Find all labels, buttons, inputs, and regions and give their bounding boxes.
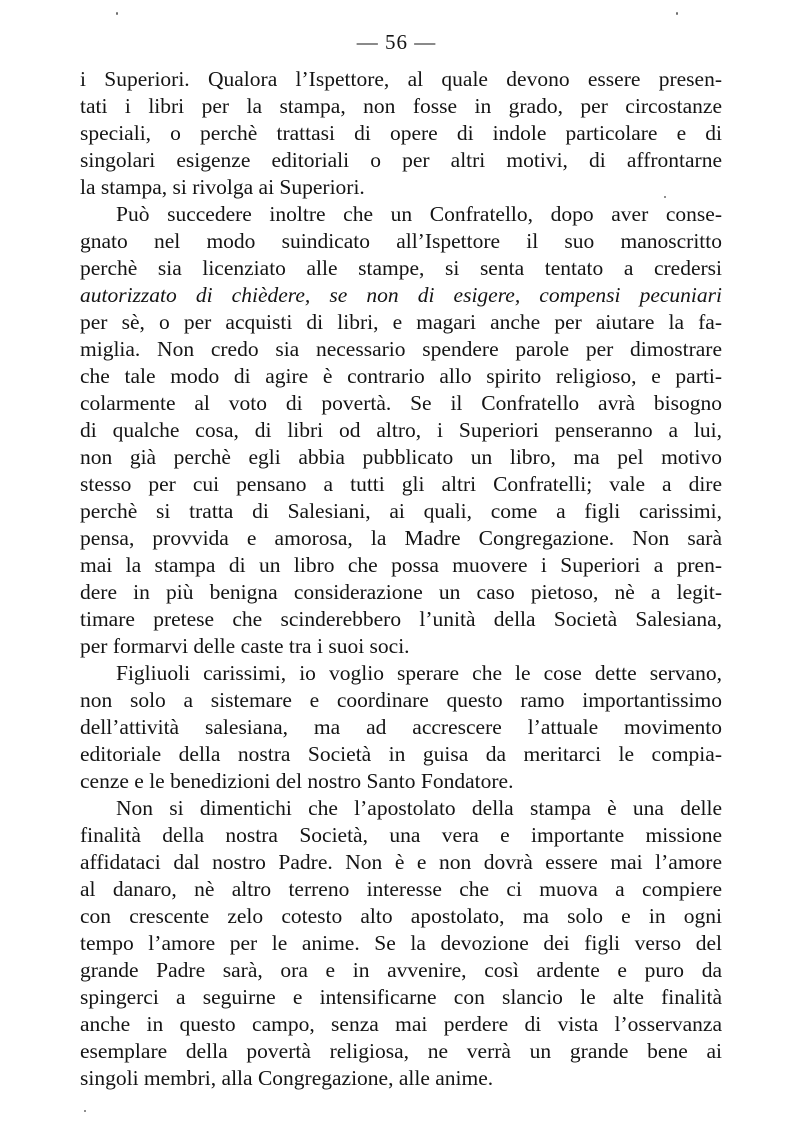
- text-line: per sè, o per acquisti di libri, e magari anche per aiutare la fa-: [80, 310, 722, 334]
- text-line: con crescente zelo cotesto alto apostolato, ma solo e in ogni: [80, 904, 722, 928]
- text-line: colarmente al voto di povertà. Se il Confratello avrà bisogno: [80, 391, 722, 415]
- text-line: Figliuoli carissimi, io voglio sperare che le cose dette servano,: [116, 661, 722, 685]
- scan-speck: [116, 12, 118, 15]
- page-number: — 56 —: [356, 30, 437, 54]
- text-line: gnato nel modo suindicato all’Ispettore il suo manoscritto: [80, 229, 722, 253]
- scan-speck: [664, 196, 666, 198]
- text-line: singolari esigenze editoriali o per altri motivi, di affrontarne: [80, 148, 722, 172]
- paragraph-2: [80, 201, 722, 660]
- scan-speck: [676, 12, 678, 15]
- text-line: dere in più benigna considerazione un caso pietoso, nè a legit-: [80, 580, 722, 604]
- text-line: Può succedere inoltre che un Confratello, dopo aver conse-: [116, 202, 722, 226]
- text-line: cenze e le benedizioni del nostro Santo Fondatore.: [80, 769, 514, 793]
- text-line: i Superiori. Qualora l’Ispettore, al quale devono essere presen-: [80, 67, 722, 91]
- paragraph-3: [80, 660, 722, 795]
- text-line: editoriale della nostra Società in guisa da meritarci le compia-: [80, 742, 722, 766]
- text-line: dell’attività salesiana, ma ad accrescere l’attuale movimento: [80, 715, 722, 739]
- scan-speck: [84, 1110, 86, 1112]
- text-line: al danaro, nè altro terreno interesse che ci muova a compiere: [80, 877, 722, 901]
- text-line: singoli membri, alla Congregazione, alle anime.: [80, 1066, 494, 1090]
- text-line: affidataci dal nostro Padre. Non è e non dovrà essere mai l’amore: [80, 850, 722, 874]
- text-line: autorizzato di chièdere, se non di esigere, compensi pecuniari: [80, 283, 722, 307]
- text-line: tempo l’amore per le anime. Se la devozione dei figli verso del: [80, 931, 722, 955]
- text-line: non solo a sistemare e coordinare questo ramo importantissimo: [80, 688, 722, 712]
- text-line: che tale modo di agire è contrario allo spirito religioso, e parti-: [80, 364, 722, 388]
- text-line: Non si dimentichi che l’apostolato della stampa è una delle: [116, 796, 722, 820]
- text-line: grande Padre sarà, ora e in avvenire, così ardente e puro da: [80, 958, 722, 982]
- text-line: tati i libri per la stampa, non fosse in grado, per circostanze: [80, 94, 722, 118]
- paragraph-4: [80, 795, 722, 1092]
- body-text: [80, 66, 722, 1092]
- text-line: finalità della nostra Società, una vera e importante missione: [80, 823, 722, 847]
- text-line: stesso per cui pensano a tutti gli altri Confratelli; vale a dire: [80, 472, 722, 496]
- text-line: timare pretese che scinderebbero l’unità della Società Salesiana,: [80, 607, 722, 631]
- paragraph-1: [80, 66, 722, 201]
- text-line: miglia. Non credo sia necessario spendere parole per dimostrare: [80, 337, 722, 361]
- text-line: perchè sia licenziato alle stampe, si senta tentato a credersi: [80, 256, 722, 280]
- text-line: spingerci a seguirne e intensificarne con slancio le alte finalità: [80, 985, 722, 1009]
- text-line: perchè si tratta di Salesiani, ai quali, come a figli carissimi,: [80, 499, 722, 523]
- text-line: anche in questo campo, senza mai perdere di vista l’osservanza: [80, 1012, 722, 1036]
- text-line: esemplare della povertà religiosa, ne verrà un grande bene ai: [80, 1039, 722, 1063]
- text-line: pensa, provvida e amorosa, la Madre Congregazione. Non sarà: [80, 526, 722, 550]
- text-line: speciali, o perchè trattasi di opere di indole particolare e di: [80, 121, 722, 145]
- text-line: non già perchè egli abbia pubblicato un libro, ma pel motivo: [80, 445, 722, 469]
- text-line: mai la stampa di un libro che possa muovere i Superiori a pren-: [80, 553, 722, 577]
- text-line: di qualche cosa, di libri od altro, i Superiori penseranno a lui,: [80, 418, 722, 442]
- text-line: la stampa, si rivolga ai Superiori.: [80, 175, 365, 199]
- text-line: per formarvi delle caste tra i suoi soci.: [80, 634, 410, 658]
